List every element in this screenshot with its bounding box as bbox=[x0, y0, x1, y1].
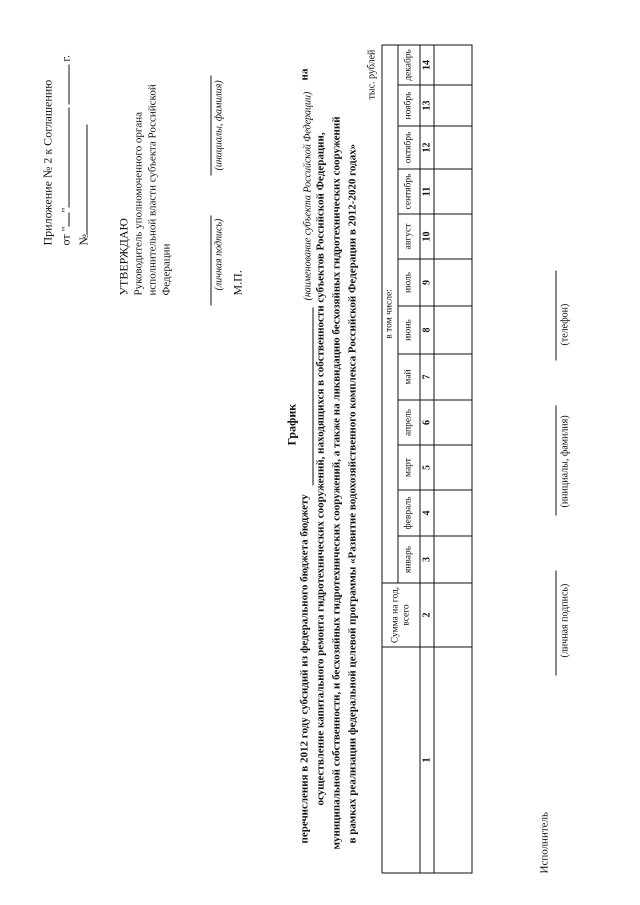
month-header: февраль bbox=[398, 490, 420, 536]
month-header: июнь bbox=[398, 306, 420, 354]
month-header: ноябрь bbox=[398, 85, 420, 126]
including-header: в том числе: bbox=[382, 44, 398, 582]
column-number: 13 bbox=[420, 85, 434, 126]
data-cell bbox=[434, 126, 472, 169]
column-number: 7 bbox=[420, 354, 434, 400]
executor-name-caption: (инициалы, фамилия) bbox=[559, 414, 570, 507]
data-cell bbox=[434, 400, 472, 445]
data-cell bbox=[434, 44, 472, 84]
total-header: Сумма на год, всего bbox=[382, 583, 420, 647]
data-cell bbox=[434, 169, 472, 214]
appendix-title: Приложение № 2 к Соглашению bbox=[40, 79, 54, 245]
column-number: 3 bbox=[420, 536, 434, 583]
column-number: 8 bbox=[420, 306, 434, 354]
data-cell bbox=[434, 306, 472, 354]
data-cell bbox=[434, 354, 472, 400]
schedule-line-1 bbox=[298, 494, 310, 843]
column-number: 6 bbox=[420, 400, 434, 445]
month-header: июль bbox=[398, 259, 420, 306]
month-blank bbox=[58, 107, 69, 207]
line1-end: на bbox=[298, 68, 310, 80]
line1-prefix: перечисления в bbox=[298, 765, 310, 843]
subject-blank-line bbox=[312, 307, 313, 485]
month-header: март bbox=[398, 445, 420, 490]
approval-name-line bbox=[210, 75, 211, 175]
schedule-line-4: в рамках реализации федеральной целевой программы «Развитие водохозяйственного комплекса Российской Федерации в 2012-2020 годах» bbox=[346, 143, 358, 843]
year-blank bbox=[58, 64, 69, 104]
data-cell bbox=[434, 214, 472, 259]
column-number: 12 bbox=[420, 126, 434, 169]
data-cell bbox=[434, 259, 472, 306]
column-number: 2 bbox=[420, 583, 434, 647]
year-suffix: г. bbox=[58, 54, 72, 62]
number-blank bbox=[76, 124, 87, 234]
approval-stamp: М.П. bbox=[230, 269, 244, 295]
executor-name-line bbox=[555, 405, 556, 515]
month-header: декабрь bbox=[398, 44, 420, 84]
approval-signature-caption: (личная подпись) bbox=[213, 218, 224, 290]
data-cell bbox=[434, 536, 472, 583]
executor-signature-line bbox=[555, 570, 556, 675]
unit-label: тыс. рублей bbox=[366, 49, 377, 99]
column-number: 1 bbox=[420, 647, 434, 873]
approval-name-caption: (инициалы, фамилия) bbox=[213, 79, 224, 170]
executor-label: Исполнитель bbox=[538, 811, 550, 873]
month-header: октябрь bbox=[398, 126, 420, 169]
schedule-table bbox=[381, 45, 471, 873]
column-number: 14 bbox=[420, 44, 434, 84]
data-cell bbox=[434, 445, 472, 490]
appendix-number-line bbox=[76, 124, 91, 245]
schedule-year: 2012 bbox=[298, 740, 310, 763]
number-prefix: № bbox=[76, 233, 90, 245]
executor-phone-line bbox=[555, 270, 556, 360]
schedule-line-3: муниципальной собственности, и бесхозяйных гидротехнических сооружений, а также на ликвидацию бесхозяйных гидротехнических сооружений bbox=[330, 115, 342, 849]
month-header: январь bbox=[398, 536, 420, 583]
schedule-line-2: осуществление капитального ремонта гидротехнических сооружений, находящихся в собственности субъектов Российской Федерации, bbox=[314, 131, 326, 805]
data-cell bbox=[434, 583, 472, 647]
approval-signature-line bbox=[210, 215, 211, 305]
column-number: 5 bbox=[420, 445, 434, 490]
data-cell bbox=[434, 647, 472, 873]
subject-caption: (наименование субъекта Российской Федерации) bbox=[302, 91, 313, 300]
data-cell bbox=[434, 490, 472, 536]
approval-line-1: Руководитель уполномоченного органа bbox=[132, 111, 144, 295]
month-header: август bbox=[398, 214, 420, 259]
month-header: май bbox=[398, 354, 420, 400]
date-mid: " bbox=[58, 207, 72, 213]
column-number: 11 bbox=[420, 169, 434, 214]
month-header: сентябрь bbox=[398, 169, 420, 214]
data-cell bbox=[434, 85, 472, 126]
executor-signature-caption: (личная подпись) bbox=[559, 583, 570, 657]
approval-heading: УТВЕРЖДАЮ bbox=[116, 217, 130, 295]
column-number: 10 bbox=[420, 214, 434, 259]
line1-suffix: году субсидий из федерального бюджета бюджету bbox=[298, 493, 310, 738]
approval-line-3: Федерации bbox=[160, 243, 172, 295]
date-prefix: от " bbox=[58, 226, 72, 245]
schedule-title: График bbox=[284, 403, 298, 445]
blank-header-cell bbox=[382, 647, 420, 873]
column-number: 4 bbox=[420, 490, 434, 536]
column-number: 9 bbox=[420, 259, 434, 306]
month-header: апрель bbox=[398, 400, 420, 445]
executor-phone-caption: (телефон) bbox=[559, 303, 570, 345]
appendix-date-line bbox=[58, 55, 73, 245]
day-blank bbox=[58, 212, 69, 226]
approval-line-2: исполнительной власти субъекта Российской bbox=[146, 83, 158, 295]
